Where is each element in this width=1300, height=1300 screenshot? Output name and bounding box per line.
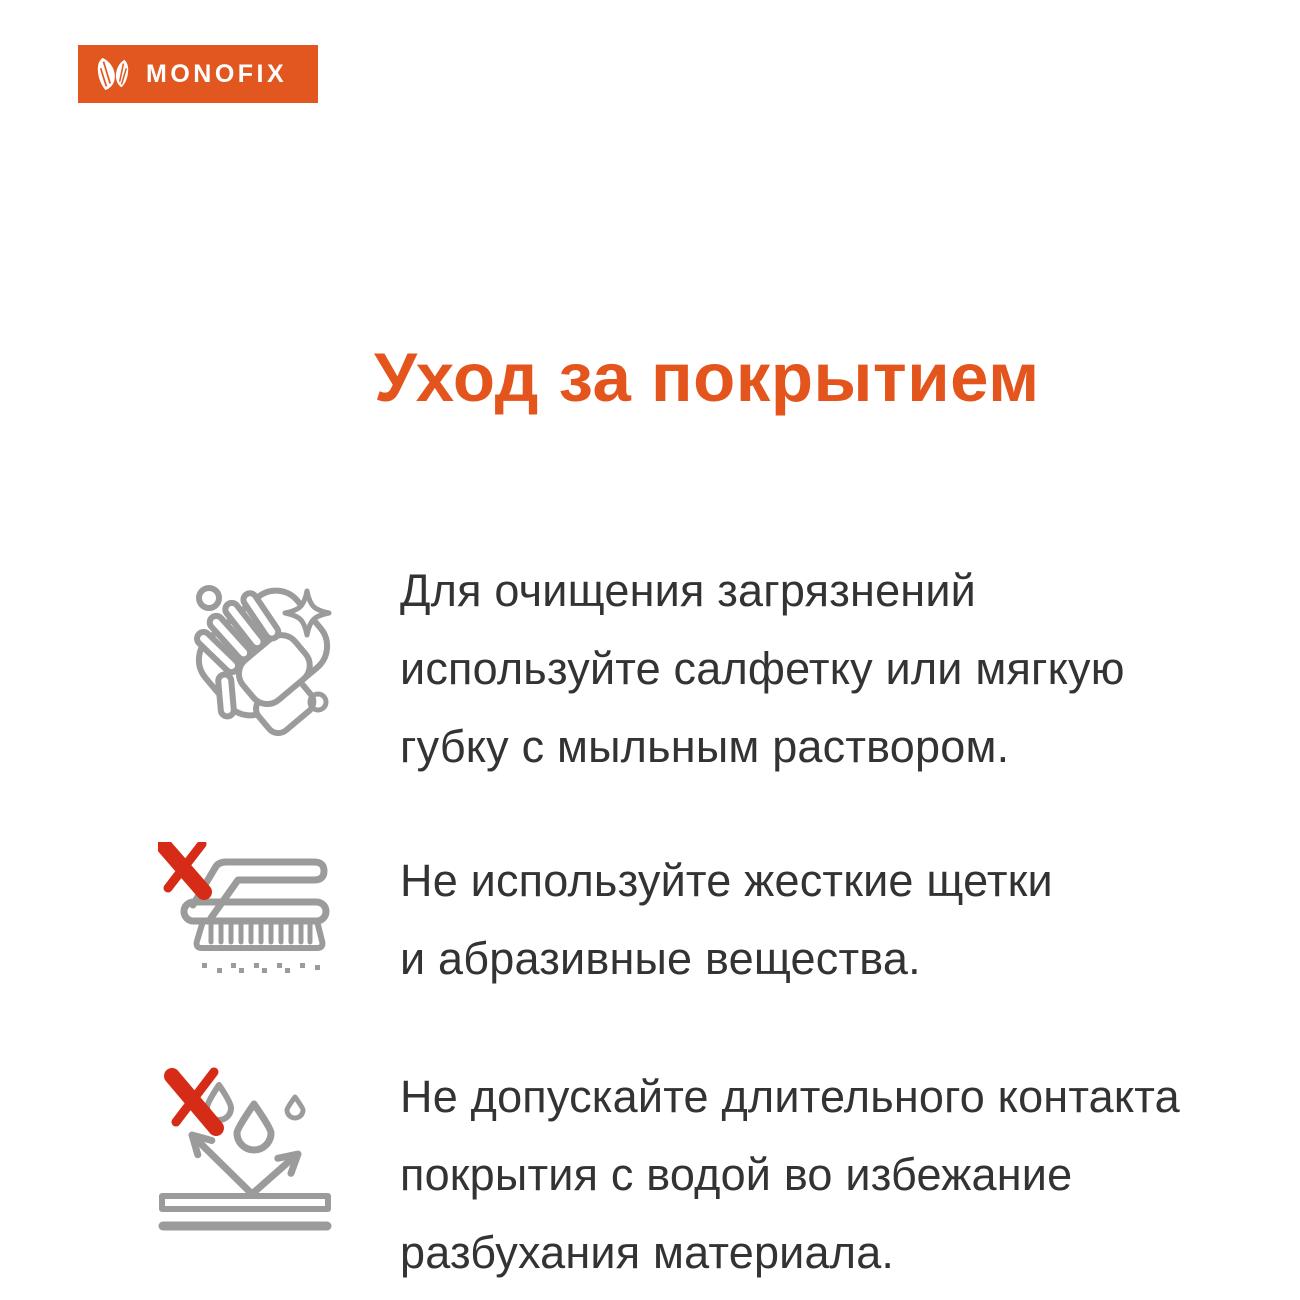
instruction-text [400, 552, 1220, 786]
instruction-line: Не допускайте длительного контакта [400, 1071, 1180, 1122]
surface-top [162, 1196, 328, 1209]
instruction-line: используйте салфетку или мягкую [400, 643, 1125, 694]
hand-wipe-sparkle-icon [175, 565, 345, 765]
instruction-line: губку с мыльным раствором. [400, 721, 1010, 772]
instruction-text [400, 842, 1220, 998]
instruction-text [400, 1058, 1220, 1292]
leaf-logo-icon [94, 55, 132, 93]
water-drops-repel-icon [150, 1062, 340, 1247]
page-title: Уход за покрытием [374, 339, 1040, 416]
brush-bristles [211, 925, 310, 942]
prohibited-x-icon [164, 844, 204, 892]
instruction-line: и абразивные вещества. [400, 933, 921, 984]
brand-name: MONOFIX [146, 60, 288, 88]
instruction-line: покрытия с водой во избежание [400, 1149, 1073, 1200]
brand-logo [78, 45, 318, 103]
water-drop [287, 1097, 303, 1118]
instruction-line: разбухания материала. [400, 1227, 895, 1278]
bubble-icon [199, 588, 219, 608]
brush-dust-dots [202, 963, 320, 973]
instruction-line: Для очищения загрязнений [400, 565, 977, 616]
instruction-line: Не используйте жесткие щетки [400, 855, 1053, 906]
stiff-brush-icon [158, 842, 338, 1017]
bubble-icon [310, 694, 326, 710]
brush-body [184, 902, 326, 921]
brush-handle [193, 862, 324, 918]
water-drop [237, 1104, 271, 1150]
